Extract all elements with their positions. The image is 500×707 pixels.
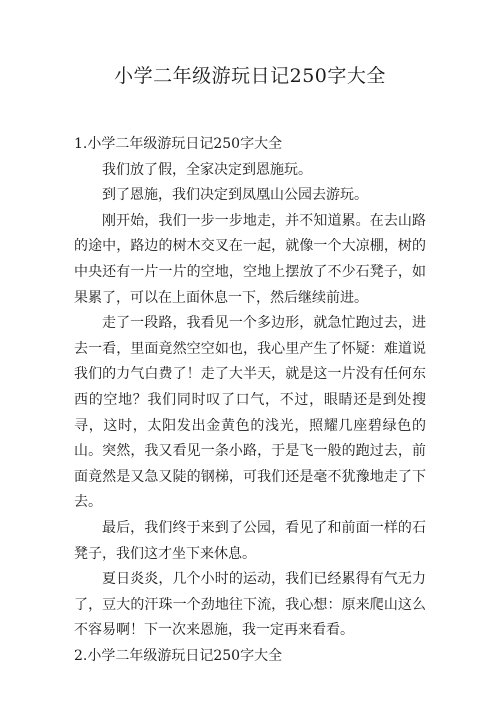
paragraph: 刚开始，我们一步一步地走，并不知道累。在去山路的途中，路边的树木交叉在一起，就像一个大凉棚，树的中央还有一片一片的空地，空地上摆放了不少石凳子，如果累了，可以在上面休息一下，然后继续前进。: [74, 212, 426, 306]
section-heading: 1.小学二年级游玩日记250字大全: [74, 136, 283, 152]
section-heading: 2.小学二年级游玩日记250字大全: [74, 647, 283, 664]
document-body: [74, 132, 426, 669]
paragraph: 到了恩施，我们决定到凤凰山公园去游玩。: [102, 187, 368, 204]
document-title: 小学二年级游玩日记250字大全: [114, 65, 386, 87]
paragraph: 夏日炎炎，几个小时的运动，我们已经累得有气无力了，豆大的汗珠一个劲地往下流，我心想：原来爬山这么不容易啊！下一次来恩施，我一定再来看看。: [74, 571, 426, 639]
paragraph: 走了一段路，我看见一个多边形，就急忙跑过去，进去一看，里面竟然空空如也，我心里产生了怀疑：难道说我们的力气白费了！走了大半天，就是这一片没有任何东西的空地？我们同时叹了口气，不过，眼睛还是到处搜寻，这时，太阳发出金黄色的浅光，照耀几座碧绿色的山。突然，我又看见一条小路，于是飞一般的跑过去，前面竟然是又急又陡的钢梯，可我们还是毫不犹豫地走了下去。: [74, 315, 426, 511]
paragraph: 我们放了假，全家决定到恩施玩。: [102, 161, 312, 178]
paragraph: 最后，我们终于来到了公园，看见了和前面一样的石凳子，我们这才坐下来休息。: [74, 519, 426, 562]
